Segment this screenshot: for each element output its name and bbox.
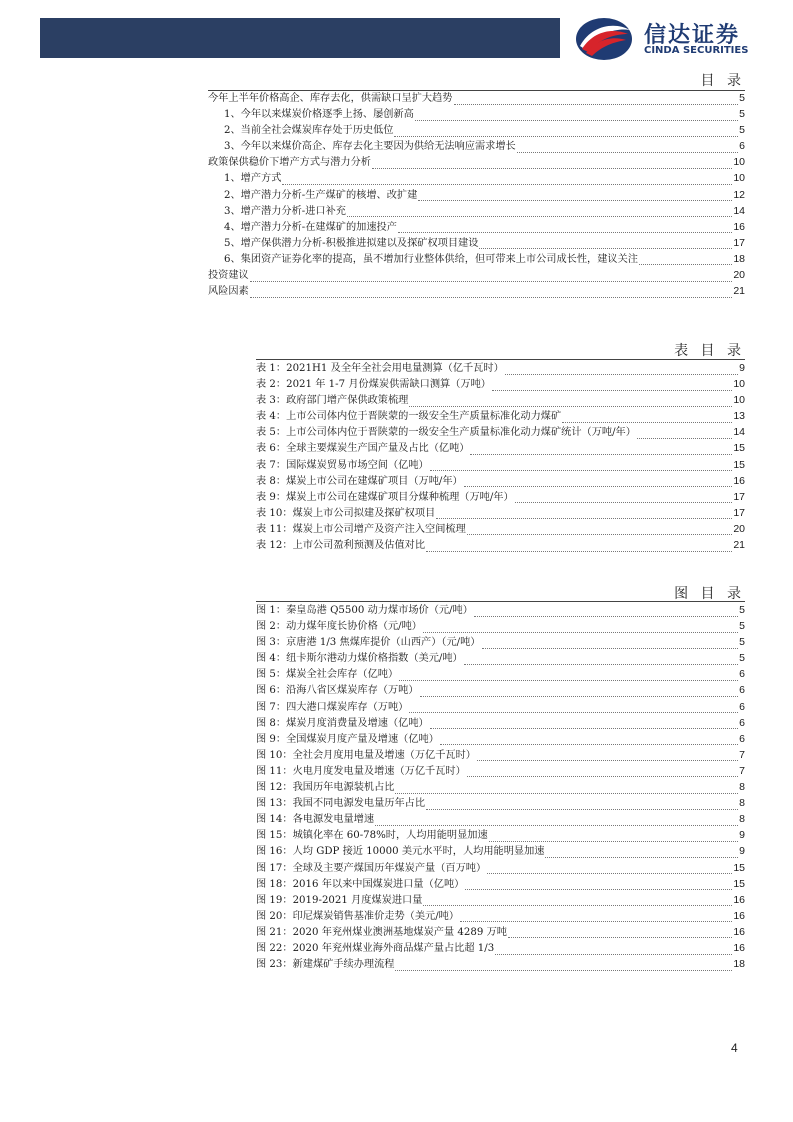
- contents-entry-title: 1、增产方式: [224, 173, 282, 185]
- dot-leader: [482, 638, 739, 649]
- dot-leader: [454, 94, 739, 105]
- dot-leader: [467, 524, 733, 535]
- table-entry-title: 表 10：煤炭上市公司拟建及探矿权项目: [256, 507, 436, 519]
- dot-leader: [492, 380, 732, 391]
- dot-leader: [467, 766, 738, 777]
- figure-entry[interactable]: [256, 876, 745, 892]
- figure-entry-page: 6: [739, 684, 745, 697]
- table-entry[interactable]: [256, 505, 745, 521]
- figure-entry-title: 图 9：全国煤炭月度产量及增速（亿吨）: [256, 733, 439, 745]
- table-entry[interactable]: [256, 489, 745, 505]
- figure-entry-page: 16: [733, 909, 745, 922]
- contents-entry[interactable]: [208, 203, 745, 219]
- contents-entry[interactable]: [208, 235, 745, 251]
- dot-leader: [637, 428, 732, 439]
- figure-entry-title: 图 22：2020 年兖州煤业海外商品煤产量占比超 1/3: [256, 942, 495, 954]
- dot-leader: [495, 944, 732, 955]
- figure-entry-title: 图 8：煤炭月度消费量及增速（亿吨）: [256, 717, 429, 729]
- contents-entry-page: 14: [733, 204, 745, 217]
- dot-leader: [282, 174, 732, 185]
- contents-entry-page: 10: [733, 172, 745, 185]
- figure-entry[interactable]: [256, 715, 745, 731]
- figure-entry-page: 16: [733, 941, 745, 954]
- dot-leader: [487, 863, 732, 874]
- figure-entry-page: 9: [739, 829, 745, 842]
- table-entry-page: 13: [733, 410, 745, 423]
- contents-entry[interactable]: [208, 187, 745, 203]
- dot-leader: [460, 911, 732, 922]
- dot-leader: [505, 364, 738, 375]
- figure-entry[interactable]: [256, 811, 745, 827]
- table-entry-title: 表 4：上市公司体内位于晋陕蒙的一级安全生产质量标准化动力煤矿: [256, 411, 562, 423]
- table-entry[interactable]: [256, 537, 745, 553]
- dot-leader: [517, 142, 738, 153]
- figure-entry[interactable]: [256, 634, 745, 650]
- figure-entry-title: 图 16：人均 GDP 接近 10000 美元水平时，人均用能明显加速: [256, 846, 545, 858]
- contents-list: [208, 90, 745, 299]
- table-entry-page: 20: [733, 522, 745, 535]
- figure-entry-page: 5: [739, 620, 745, 633]
- figure-entry-page: 8: [739, 781, 745, 794]
- logo-chinese-name: 信达证券: [644, 23, 741, 48]
- figure-entry-title: 图 7：四大港口煤炭库存（万吨）: [256, 701, 409, 713]
- dot-leader: [372, 158, 732, 169]
- figure-entry[interactable]: [256, 843, 745, 859]
- figure-entry-title: 图 18：2016 年以来中国煤炭进口量（亿吨）: [256, 878, 465, 890]
- table-entry[interactable]: [256, 521, 745, 537]
- figure-entry-title: 图 12：我国历年电源装机占比: [256, 782, 395, 794]
- logo: [574, 16, 774, 62]
- table-entry-page: 16: [733, 474, 745, 487]
- figure-entry[interactable]: [256, 763, 745, 779]
- contents-entry-page: 12: [733, 188, 745, 201]
- table-entry-title: 表 1：2021H1 及全年全社会用电量测算（亿千瓦时）: [256, 363, 504, 374]
- dot-leader: [375, 815, 738, 826]
- figure-entry[interactable]: [256, 908, 745, 924]
- dot-leader: [470, 444, 732, 455]
- figure-entry[interactable]: [256, 666, 745, 682]
- figure-entry-page: 15: [733, 877, 745, 890]
- dot-leader: [423, 895, 732, 906]
- tables-title: 表 目 录: [674, 343, 745, 359]
- dot-leader: [464, 654, 738, 665]
- contents-entry-title: 2、增产潜力分析-生产煤矿的核增、改扩建: [224, 189, 418, 201]
- figure-entry[interactable]: [256, 956, 745, 972]
- figure-entry[interactable]: [256, 747, 745, 763]
- figure-entry-title: 图 23：新建煤矿手续办理流程: [256, 959, 395, 971]
- table-entry-page: 17: [733, 506, 745, 519]
- contents-entry[interactable]: [208, 154, 745, 170]
- figure-entry[interactable]: [256, 731, 745, 747]
- figure-entry-page: 18: [733, 958, 745, 971]
- figure-entry-title: 图 10：全社会月度用电量及增速（万亿千瓦时）: [256, 749, 476, 761]
- figure-entry-page: 6: [739, 700, 745, 713]
- figure-entry[interactable]: [256, 892, 745, 908]
- table-entry-title: 表 3：政府部门增产保供政策梳理: [256, 395, 409, 407]
- contents-entry-page: 17: [733, 236, 745, 249]
- contents-entry-title: 2、当前全社会煤炭库存处于历史低位: [224, 125, 394, 137]
- figure-entry[interactable]: [256, 940, 745, 956]
- contents-entry-title: 风险因素: [208, 286, 249, 298]
- figure-entry-title: 图 15：城镇化率在 60-78%时，人均用能明显加速: [256, 830, 488, 842]
- dot-leader: [430, 460, 733, 471]
- figures-title: 图 目 录: [674, 586, 745, 602]
- dot-leader: [423, 622, 738, 633]
- tables-list: [256, 360, 745, 553]
- figure-entry-page: 7: [739, 748, 745, 761]
- dot-leader: [436, 508, 732, 519]
- table-entry-page: 9: [739, 362, 745, 374]
- figure-entry-page: 6: [739, 668, 745, 681]
- table-entry-title: 表 5：上市公司体内位于晋陕蒙的一级安全生产质量标准化动力煤矿统计（万吨/年）: [256, 427, 636, 439]
- dot-leader: [250, 287, 733, 298]
- figure-entry[interactable]: [256, 682, 745, 698]
- contents-entry[interactable]: [208, 90, 745, 106]
- table-entry-page: 10: [733, 378, 745, 391]
- contents-entry-page: 6: [739, 140, 745, 153]
- dot-leader: [409, 396, 732, 407]
- figure-entry-title: 图 13：我国不同电源发电量历年占比: [256, 798, 426, 810]
- table-entry-page: 15: [733, 442, 745, 455]
- dot-leader: [420, 686, 739, 697]
- contents-entry-page: 5: [739, 124, 745, 137]
- table-entry[interactable]: [256, 408, 745, 424]
- table-entry-page: 17: [733, 490, 745, 503]
- contents-entry[interactable]: [208, 122, 745, 138]
- figure-entry-page: 9: [739, 845, 745, 858]
- figure-entry[interactable]: [256, 924, 745, 940]
- table-entry[interactable]: [256, 376, 745, 392]
- contents-entry[interactable]: [208, 138, 745, 154]
- table-entry[interactable]: [256, 424, 745, 440]
- figure-entry[interactable]: [256, 699, 745, 715]
- contents-entry-title: 投资建议: [208, 270, 249, 282]
- table-entry-title: 表 9：煤炭上市公司在建煤矿项目分煤种梳理（万吨/年）: [256, 491, 514, 503]
- contents-entry[interactable]: [208, 251, 745, 267]
- figure-entry-page: 8: [739, 797, 745, 810]
- figure-entry[interactable]: [256, 618, 745, 634]
- figure-entry-title: 图 3：京唐港 1/3 焦煤库提价（山西产）（元/吨）: [256, 637, 481, 649]
- figure-entry-page: 16: [733, 925, 745, 938]
- dot-leader: [479, 238, 732, 249]
- figure-entry-page: 15: [733, 861, 745, 874]
- figure-entry[interactable]: [256, 650, 745, 666]
- contents-entry-page: 10: [733, 156, 745, 169]
- contents-entry-page: 21: [733, 285, 745, 298]
- figure-entry-title: 图 11：火电月度发电量及增速（万亿千瓦时）: [256, 765, 466, 777]
- figure-entry[interactable]: [256, 602, 745, 618]
- dot-leader: [347, 206, 732, 217]
- dot-leader: [430, 718, 738, 729]
- dot-leader: [395, 783, 738, 794]
- figure-entry-page: 5: [739, 636, 745, 649]
- dot-leader: [465, 879, 732, 890]
- figure-entry-title: 图 14：各电源发电量增速: [256, 814, 375, 826]
- table-entry[interactable]: [256, 360, 745, 376]
- dot-leader: [477, 750, 738, 761]
- dot-leader: [562, 412, 732, 423]
- table-entry-title: 表 8：煤炭上市公司在建煤矿项目（万吨/年）: [256, 475, 463, 487]
- table-entry-page: 14: [733, 426, 745, 439]
- figure-entry[interactable]: [256, 827, 745, 843]
- figure-entry-page: 5: [739, 604, 745, 616]
- table-entry-page: 15: [733, 458, 745, 471]
- contents-entry-title: 6、集团资产证券化率的提高，虽不增加行业整体供给，但可带来上市公司成长性，建议关注: [224, 253, 638, 265]
- contents-entry[interactable]: [208, 283, 745, 299]
- figure-entry[interactable]: [256, 860, 745, 876]
- contents-entry-title: 3、今年以来煤价高企、库存去化主要因为供给无法响应需求增长: [224, 141, 516, 153]
- contents-entry[interactable]: [208, 170, 745, 186]
- contents-entry-title: 5、增产保供潜力分析-积极推进拟建以及探矿权项目建设: [224, 237, 479, 249]
- table-entry-title: 表 11：煤炭上市公司增产及资产注入空间梳理: [256, 523, 466, 535]
- dot-leader: [394, 126, 738, 137]
- contents-entry-page: 16: [733, 220, 745, 233]
- contents-entry-page: 20: [733, 269, 745, 282]
- logo-english-name: CINDA SECURITIES: [644, 45, 749, 56]
- figure-entry-title: 图 1：秦皇岛港 Q5500 动力煤市场价（元/吨）: [256, 605, 473, 616]
- table-entry[interactable]: [256, 457, 745, 473]
- figure-entry-title: 图 20：印尼煤炭销售基准价走势（美元/吨）: [256, 910, 460, 922]
- figure-entry-page: 6: [739, 716, 745, 729]
- dot-leader: [250, 271, 733, 282]
- figure-entry-title: 图 5：煤炭全社会库存（亿吨）: [256, 669, 399, 681]
- dot-leader: [639, 254, 732, 265]
- table-entry-page: 10: [733, 394, 745, 407]
- figure-entry-title: 图 2：动力煤年度长协价格（元/吨）: [256, 621, 422, 633]
- figure-entry-page: 8: [739, 813, 745, 826]
- figures-list: [256, 602, 745, 972]
- contents-entry-title: 3、增产潜力分析-进口补充: [224, 205, 346, 217]
- table-entry-title: 表 2：2021 年 1-7 月份煤炭供需缺口测算（万吨）: [256, 379, 491, 391]
- contents-entry-page: 18: [733, 252, 745, 265]
- cinda-logo-icon: [574, 16, 634, 62]
- dot-leader: [418, 190, 732, 201]
- contents-entry[interactable]: [208, 267, 745, 283]
- table-entry[interactable]: [256, 473, 745, 489]
- contents-entry-page: 5: [739, 92, 745, 104]
- dot-leader: [440, 734, 738, 745]
- table-entry[interactable]: [256, 440, 745, 456]
- dot-leader: [426, 541, 732, 552]
- dot-leader: [515, 492, 733, 503]
- figure-entry-title: 图 19：2019-2021 月度煤炭进口量: [256, 894, 423, 906]
- figure-entry-title: 图 17：全球及主要产煤国历年煤炭产量（百万吨）: [256, 862, 487, 874]
- table-entry[interactable]: [256, 392, 745, 408]
- contents-entry-page: 5: [739, 108, 745, 121]
- dot-leader: [489, 831, 738, 842]
- dot-leader: [398, 222, 732, 233]
- page-number: 4: [731, 1041, 738, 1055]
- figure-entry-title: 图 6：沿海八省区煤炭库存（万吨）: [256, 685, 419, 697]
- dot-leader: [508, 927, 732, 938]
- contents-title: 目 录: [700, 73, 745, 89]
- contents-entry[interactable]: [208, 106, 745, 122]
- dot-leader: [464, 476, 733, 487]
- dot-leader: [409, 702, 738, 713]
- figure-entry-page: 6: [739, 732, 745, 745]
- table-entry-title: 表 6：全球主要煤炭生产国产量及占比（亿吨）: [256, 443, 470, 455]
- figure-entry[interactable]: [256, 795, 745, 811]
- contents-entry-title: 1、今年以来煤炭价格逐季上扬、屡创新高: [224, 109, 414, 121]
- figure-entry-page: 5: [739, 652, 745, 665]
- dot-leader: [415, 110, 738, 121]
- figure-entry[interactable]: [256, 779, 745, 795]
- figure-entry-page: 7: [739, 764, 745, 777]
- dot-leader: [395, 960, 732, 971]
- contents-entry[interactable]: [208, 219, 745, 235]
- dot-leader: [426, 799, 738, 810]
- figure-entry-page: 16: [733, 893, 745, 906]
- dot-leader: [474, 606, 738, 617]
- dot-leader: [545, 847, 738, 858]
- figure-entry-title: 图 4：纽卡斯尔港动力煤价格指数（美元/吨）: [256, 653, 463, 665]
- table-entry-page: 21: [733, 539, 745, 552]
- figure-entry-title: 图 21：2020 年兖州煤业澳洲基地煤炭产量 4289 万吨: [256, 926, 507, 938]
- contents-entry-title: 今年上半年价格高企、库存去化，供需缺口呈扩大趋势: [208, 93, 453, 104]
- dot-leader: [399, 670, 738, 681]
- contents-entry-title: 政策保供稳价下增产方式与潜力分析: [208, 157, 371, 169]
- header-bar: [40, 18, 560, 58]
- table-entry-title: 表 12：上市公司盈利预测及估值对比: [256, 540, 426, 552]
- contents-entry-title: 4、增产潜力分析-在建煤矿的加速投产: [224, 221, 397, 233]
- table-entry-title: 表 7：国际煤炭贸易市场空间（亿吨）: [256, 459, 429, 471]
